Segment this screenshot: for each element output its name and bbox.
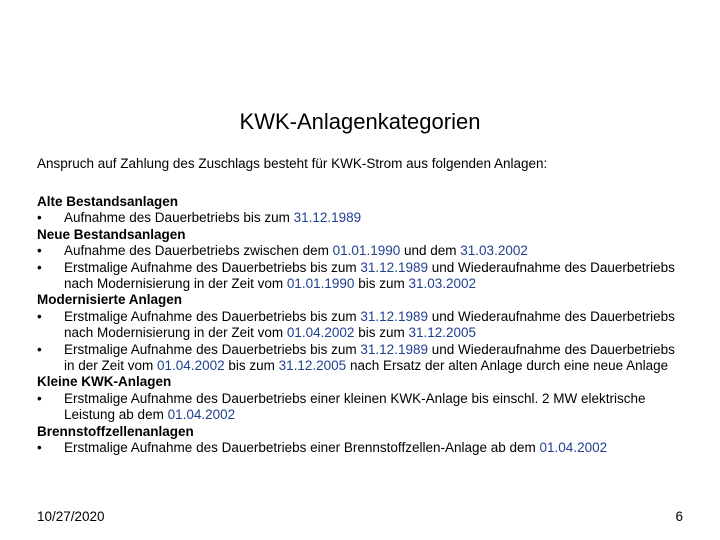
bullet-marker: • bbox=[37, 243, 42, 259]
date-highlight: 31.03.2002 bbox=[408, 276, 477, 292]
date-highlight: 01.04.2002 bbox=[286, 325, 355, 341]
date-highlight: 31.12.1989 bbox=[360, 341, 428, 357]
bullet-text: und dem bbox=[400, 243, 461, 259]
bullet-text: Erstmalige Aufnahme des Dauerbetriebs bis zum bbox=[64, 308, 361, 324]
bullet-text: Aufnahme des Dauerbetriebs bis zum bbox=[64, 210, 294, 226]
date-highlight: 01.01.1990 bbox=[286, 276, 355, 292]
bullet-text: und Wiederaufnahme des Dauerbetriebs nach Modernisierung in der Zeit vom bbox=[64, 308, 675, 341]
date-highlight: 01.04.2002 bbox=[167, 407, 236, 423]
footer-date: 10/27/2020 bbox=[37, 509, 105, 524]
section-title: Alte Bestandsanlagen bbox=[37, 194, 179, 209]
bullet-text: Erstmalige Aufnahme des Dauerbetriebs bis zum bbox=[64, 259, 361, 275]
bullet-item bbox=[37, 309, 687, 342]
bullet-text: Erstmalige Aufnahme des Dauerbetriebs bis zum bbox=[64, 341, 361, 357]
date-highlight: 01.01.1990 bbox=[332, 243, 401, 259]
bullet-item bbox=[37, 260, 687, 293]
section-title: Kleine KWK-Anlagen bbox=[37, 374, 172, 390]
page-number: 6 bbox=[675, 509, 683, 524]
date-highlight: 31.12.2005 bbox=[278, 358, 347, 374]
bullet-marker: • bbox=[37, 390, 42, 406]
bullet-text: nach Ersatz der alten Anlage durch eine neue Anlage bbox=[346, 358, 669, 374]
date-highlight: 31.12.1989 bbox=[293, 210, 362, 226]
bullet-marker: • bbox=[37, 341, 42, 357]
date-highlight: 01.04.2002 bbox=[539, 440, 608, 456]
bullet-text: Aufnahme des Dauerbetriebs zwischen dem bbox=[64, 243, 333, 259]
date-highlight: 01.04.2002 bbox=[157, 358, 225, 374]
bullet-text: und Wiederaufnahme des Dauerbetriebs nach Modernisierung in der Zeit vom bbox=[64, 259, 675, 292]
bullet-item bbox=[37, 243, 687, 259]
bullet-item bbox=[37, 440, 687, 456]
date-highlight: 31.12.2005 bbox=[408, 325, 477, 341]
section-title: Modernisierte Anlagen bbox=[37, 292, 183, 308]
bullet-item bbox=[37, 210, 687, 226]
section-title: Brennstoffzellenanlagen bbox=[37, 423, 194, 439]
section-title: Neue Bestandsanlagen bbox=[37, 226, 186, 242]
bullet-text: bis zum bbox=[354, 325, 409, 341]
date-highlight: 31.12.1989 bbox=[360, 308, 428, 324]
date-highlight: 31.03.2002 bbox=[460, 243, 528, 259]
slide-title: KWK-Anlagenkategorien bbox=[239, 109, 481, 134]
slide-content bbox=[37, 194, 687, 457]
bullet-marker: • bbox=[37, 210, 42, 226]
bullet-text: Erstmalige Aufnahme des Dauerbetriebs einer Brennstoffzellen-Anlage ab dem bbox=[64, 440, 540, 456]
date-highlight: 31.12.1989 bbox=[360, 259, 428, 275]
slide-intro: Anspruch auf Zahlung des Zuschlags besteht für KWK-Strom aus folgenden Anlagen: bbox=[37, 156, 548, 171]
bullet-text: bis zum bbox=[224, 358, 279, 374]
bullet-item bbox=[37, 391, 687, 424]
bullet-marker: • bbox=[37, 440, 42, 456]
bullet-text: Erstmalige Aufnahme des Dauerbetriebs einer kleinen KWK-Anlage bis einschl. 2 MW elektrische Leistung ab dem bbox=[64, 390, 646, 423]
bullet-item bbox=[37, 342, 687, 375]
bullet-marker: • bbox=[37, 259, 42, 275]
bullet-marker: • bbox=[37, 308, 42, 324]
bullet-text: und Wiederaufnahme des Dauerbetriebs in der Zeit vom bbox=[64, 341, 675, 374]
bullet-text: bis zum bbox=[354, 276, 409, 292]
